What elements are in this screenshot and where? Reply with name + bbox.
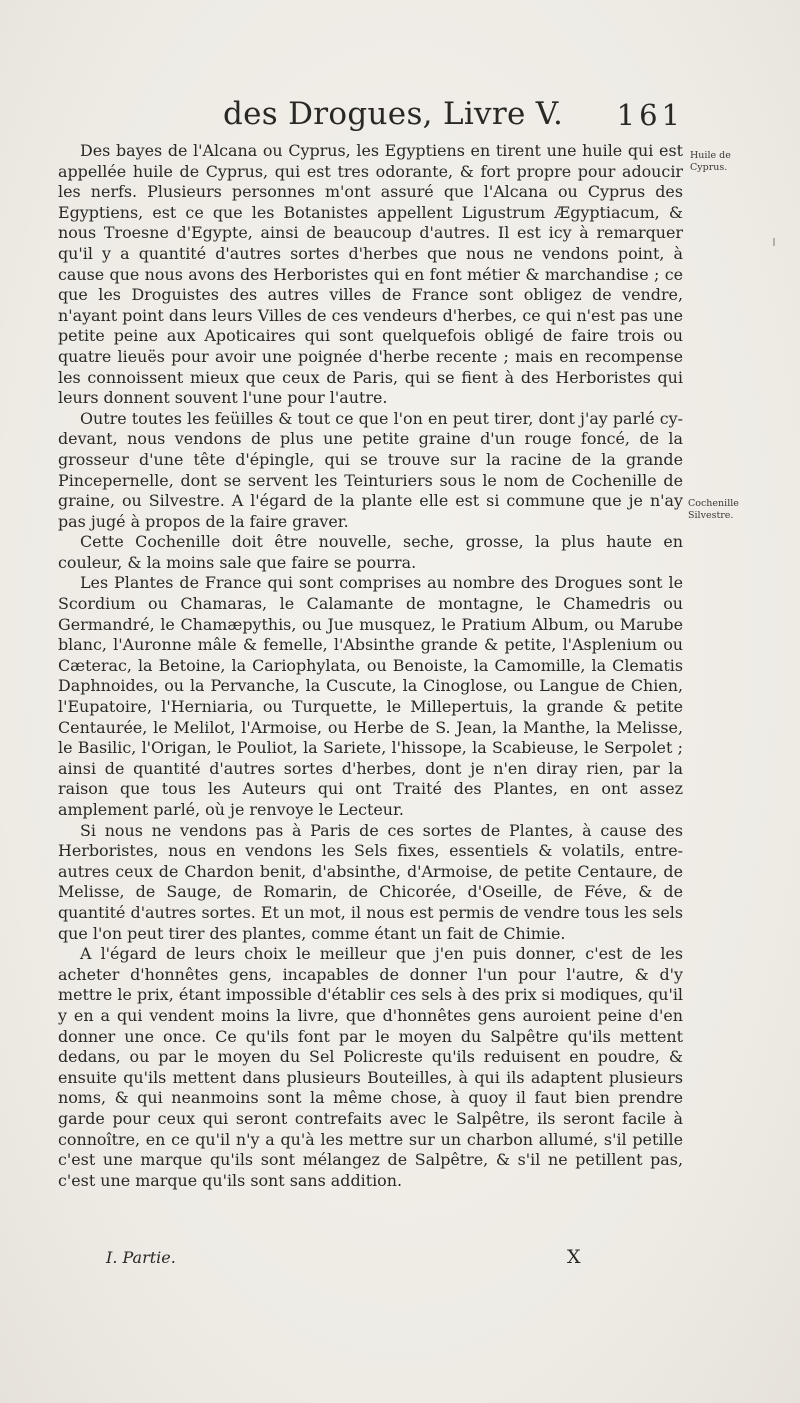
paragraph: Les Plantes de France qui sont comprises au nombre des Drogues sont le Scordium ou Chamaras, le Calamante de montagne, le Chamedris ou Germandré, le Chamæpythis, ou Jue musquez, le Pratium Album, ou Marube blanc, l'Auronne mâle & femelle, l'Absinthe grande & petite, l'Asplenium ou Cæterac, la Betoine, la Cariophylata, ou Benoiste, la Camomille, la Clematis Daphnoides, ou la Pervanche, la Cuscute, la Cinoglose, ou Langue de Chien, l'Eupatoire, l'Herniaria, ou Turquette, le Millepertuis, la grande & petite Centaurée, le Melilot, l'Armoise, ou Herbe de S. Jean, la Manthe, la Melisse, le Basilic, l'Origan, le Pouliot, la Sariete, l'hissope, la Scabieuse, le Serpolet ; ainsi de quantité d'autres sortes d'herbes, dont je n'en diray rien, par la raison que tous les Auteurs qui ont Traité des Plantes, en ont assez amplement parlé, où je renvoye le Lecteur. bbox=[58, 573, 683, 819]
margin-note-cochenille: Cochenille Silvestre. bbox=[688, 498, 739, 521]
paragraph: Si nous ne vendons pas à Paris de ces sortes de Plantes, à cause des Herboristes, nous en vendons les Sels fixes, essentiels & volatils, entre-autres ceux de Chardon benit, d'absinthe, d'Armoise, de petite Centaure, de Melisse, de Sauge, de Romarin, de Chicorée, d'Oseille, de Féve, & de quantité d'autres sortes. Et un mot, il nous est permis de vendre tous les sels que l'on peut tirer des plantes, comme étant un fait de Chimie. bbox=[58, 820, 683, 943]
paragraph: Des bayes de l'Alcana ou Cyprus, les Egyptiens en tirent une huile qui est appellée huile de Cyprus, qui est tres odorante, & fort propre pour adoucir les nerfs. Plusieurs personnes m'ont assuré que l'Alcana ou Cyprus des Egyptiens, est ce que les Botanistes appellent Ligustrum Ægyptiacum, & nous Troesne d'Egypte, ainsi de beaucoup d'autres. Il est icy à remarquer qu'il y a quantité d'autres sortes d'herbes que nous ne vendons point, à cause que nous avons des Herboristes qui en font métier & marchandise ; ce que les Droguistes des autres villes de France sont obligez de vendre, n'ayant point dans leurs Villes de ces vendeurs d'herbes, ce qui n'est pas une petite peine aux Apoticaires qui sont quelquefois obligé de faire trois ou quatre lieuës pour avoir une poignée d'herbe recente ; mais en recompense les connoissent mieux que ceux de Paris, qui se fient à des Herboristes qui leurs donnent souvent l'une pour l'autre. bbox=[58, 141, 683, 408]
paragraph: Cette Cochenille doit être nouvelle, seche, grosse, la plus haute en couleur, & la moins sale que faire se pourra. bbox=[58, 532, 683, 572]
paragraph: A l'égard de leurs choix le meilleur que j'en puis donner, c'est de les acheter d'honnêtes gens, incapables de donner l'un pour l'autre, & d'y mettre le prix, étant impossible d'établir ces sels à des prix si modiques, qu'il y en a qui vendent moins la livre, que d'honnêtes gens auroient peine d'en donner une once. Ce qu'ils font par le moyen du Salpêtre qu'ils mettent dedans, ou par le moyen du Sel Policreste qu'ils reduisent en poudre, & ensuite qu'ils mettent dans plusieurs Bouteilles, à qui ils adaptent plusieurs noms, & qui neanmoins sont la même chose, à quoy il faut bien prendre garde pour ceux qui seront contrefaits avec le Salpêtre, ils seront facile à connoître, en ce qu'il n'y a qu'à les mettre sur un charbon allumé, s'il petille c'est une marque qu'ils sont mélangez de Salpêtre, & s'il ne petillent pas, c'est une marque qu'ils sont sans addition. bbox=[58, 944, 683, 1190]
page-header bbox=[58, 96, 688, 140]
running-title: des Drogues, Livre V. bbox=[223, 96, 564, 132]
body-text bbox=[58, 141, 683, 1191]
page-footer bbox=[0, 1248, 800, 1272]
margin-note-huile: Huile de Cyprus. bbox=[690, 150, 731, 173]
page-number: 161 bbox=[616, 98, 684, 132]
paragraph: Outre toutes les feüilles & tout ce que l'on en peut tirer, dont j'ay parlé cy-devant, nous vendons de plus une petite graine d'un rouge foncé, de la grosseur d'une tête d'épingle, qui se trouve sur la racine de la grande Pincepernelle, dont se servent les Teinturiers sous le nom de Cochenille de graine, ou Silvestre. A l'égard de la plante elle est si commune que je n'ay pas jugé à propos de la faire graver. bbox=[58, 408, 683, 531]
catchword: X bbox=[567, 1246, 581, 1268]
signature-mark: I. Partie. bbox=[106, 1248, 176, 1267]
paper-speck bbox=[773, 238, 775, 246]
